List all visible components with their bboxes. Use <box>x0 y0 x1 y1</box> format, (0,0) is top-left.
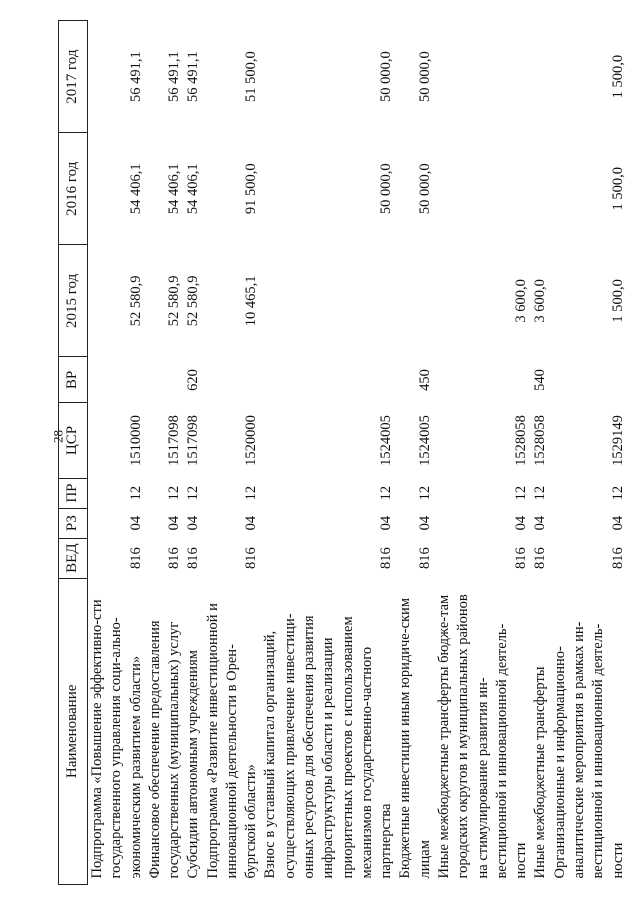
row-name: Финансовое обеспечение предоставления государственных (муниципальных) услуг <box>146 620 183 879</box>
header-vr: ВР <box>59 357 88 403</box>
row-2016: 91 500,0 <box>243 163 260 215</box>
row-name: Подпрограмма «Повышение эффективно-сти государственного управления соци-ально-экономическим развитием области» <box>88 599 144 879</box>
row-2016: 50 000,0 <box>378 163 395 215</box>
row-2016 <box>435 133 531 245</box>
row-csr: 1528058 <box>513 415 530 466</box>
header-ved: ВЕД <box>59 538 88 578</box>
table-row <box>87 21 145 885</box>
row-pr: 12 <box>243 485 260 501</box>
row-rz: 04 <box>378 515 395 531</box>
budget-table <box>58 20 630 885</box>
row-csr: 1524005 <box>378 415 395 466</box>
row-pr: 12 <box>532 485 549 501</box>
rotated-sheet <box>58 20 640 885</box>
header-pr: ПР <box>59 478 88 508</box>
row-2015 <box>396 245 435 357</box>
header-rz: РЗ <box>59 508 88 538</box>
row-2017: 50 000,0 <box>378 51 395 102</box>
row-vr: 450 <box>416 369 433 391</box>
row-csr: 1517098 <box>166 415 183 466</box>
table-row <box>531 21 550 885</box>
row-2015: 1 500,0 <box>609 279 626 323</box>
row-name: Иные межбюджетные трансферты <box>532 666 549 879</box>
row-ved: 816 <box>185 547 202 570</box>
table-row <box>435 21 531 885</box>
row-pr: 12 <box>378 485 395 501</box>
table-row <box>551 21 630 885</box>
row-vr: 540 <box>532 369 549 391</box>
row-ved: 816 <box>532 547 549 570</box>
row-2016: 54 406,1 <box>185 163 202 215</box>
row-2017: 50 000,0 <box>416 51 433 102</box>
row-vr: 620 <box>185 369 202 391</box>
table-row <box>261 21 396 885</box>
row-2017 <box>531 21 550 133</box>
table-row <box>184 21 203 885</box>
row-name: Подпрограмма «Развитие инвестиционной и инновационной деятельности в Орен-бургской области» <box>204 603 260 879</box>
row-2015: 10 465,1 <box>243 275 260 327</box>
row-2015: 3 600,0 <box>513 279 530 323</box>
row-2016: 54 406,1 <box>127 163 144 215</box>
row-2017: 56 491,1 <box>185 51 202 102</box>
row-rz: 04 <box>609 515 626 531</box>
row-csr: 1520000 <box>243 415 260 466</box>
row-2016 <box>531 133 550 245</box>
table-row <box>204 21 262 885</box>
row-pr: 12 <box>513 485 530 501</box>
row-pr: 12 <box>416 485 433 501</box>
row-2015 <box>261 245 396 357</box>
row-vr <box>435 357 531 403</box>
header-name: Наименование <box>59 578 88 884</box>
row-vr <box>87 357 145 403</box>
row-2017: 56 491,1 <box>166 51 183 102</box>
table-row <box>146 21 185 885</box>
row-2015: 52 580,9 <box>127 275 144 327</box>
row-2015: 3 600,0 <box>532 279 549 323</box>
row-2017: 56 491,1 <box>127 51 144 102</box>
row-csr: 1529149 <box>609 415 626 466</box>
row-rz: 04 <box>185 515 202 531</box>
row-2016: 1 500,0 <box>609 167 626 211</box>
row-csr: 1528058 <box>532 415 549 466</box>
row-vr <box>261 357 396 403</box>
table-header-row <box>59 21 88 885</box>
row-2017: 51 500,0 <box>243 51 260 102</box>
row-ved: 816 <box>416 547 433 570</box>
row-2016: 54 406,1 <box>166 163 183 215</box>
row-ved: 816 <box>127 547 144 570</box>
row-name: Субсидии автономным учреждениям <box>185 650 202 879</box>
header-2015: 2015 год <box>59 245 88 357</box>
row-ved: 816 <box>243 547 260 570</box>
row-ved: 816 <box>609 547 626 570</box>
header-2017: 2017 год <box>59 21 88 133</box>
header-csr: ЦСР <box>59 403 88 478</box>
page-number: 28 <box>50 430 66 443</box>
row-rz: 04 <box>243 515 260 531</box>
row-rz: 04 <box>513 515 530 531</box>
row-rz: 04 <box>416 515 433 531</box>
row-ved: 816 <box>166 547 183 570</box>
row-pr: 12 <box>609 485 626 501</box>
row-vr <box>204 357 262 403</box>
row-2015: 52 580,9 <box>166 275 183 327</box>
row-name: Бюджетные инвестиции иным юридиче-ским лицам <box>397 598 433 879</box>
row-rz: 04 <box>127 515 144 531</box>
table-row <box>396 21 435 885</box>
row-2017 <box>435 21 531 133</box>
row-pr: 12 <box>185 485 202 501</box>
row-name: Взнос в уставный капитал организаций, осуществляющих привлечение инвестици-онных ресурсов для обеспечения развития инфраструктуры области и реализации приоритетных проектов с использованием механизмов государственно-частного партнерства <box>262 613 395 879</box>
row-pr: 12 <box>127 485 144 501</box>
row-rz: 04 <box>532 515 549 531</box>
row-csr: 1517098 <box>185 415 202 466</box>
row-2017: 1 500,0 <box>609 54 626 99</box>
row-2015: 52 580,9 <box>185 275 202 327</box>
row-vr <box>146 357 185 403</box>
row-ved: 816 <box>378 547 395 570</box>
row-name: Организационные и информационно-аналитические мероприятия в рамках ин-вестиционной и инновационной деятель-ности <box>551 621 626 879</box>
row-csr: 1524005 <box>416 415 433 466</box>
row-rz: 04 <box>166 515 183 531</box>
row-csr: 1510000 <box>127 415 144 466</box>
row-name: Иные межбюджетные трансферты бюдже-там городских округов и муниципальных районов на стимулирование развития ин-вестиционной и инновационной деятель-ности <box>436 594 530 879</box>
row-pr: 12 <box>166 485 183 501</box>
header-2016: 2016 год <box>59 133 88 245</box>
row-ved: 816 <box>513 547 530 570</box>
row-vr <box>551 357 630 403</box>
row-2016: 50 000,0 <box>416 163 433 215</box>
